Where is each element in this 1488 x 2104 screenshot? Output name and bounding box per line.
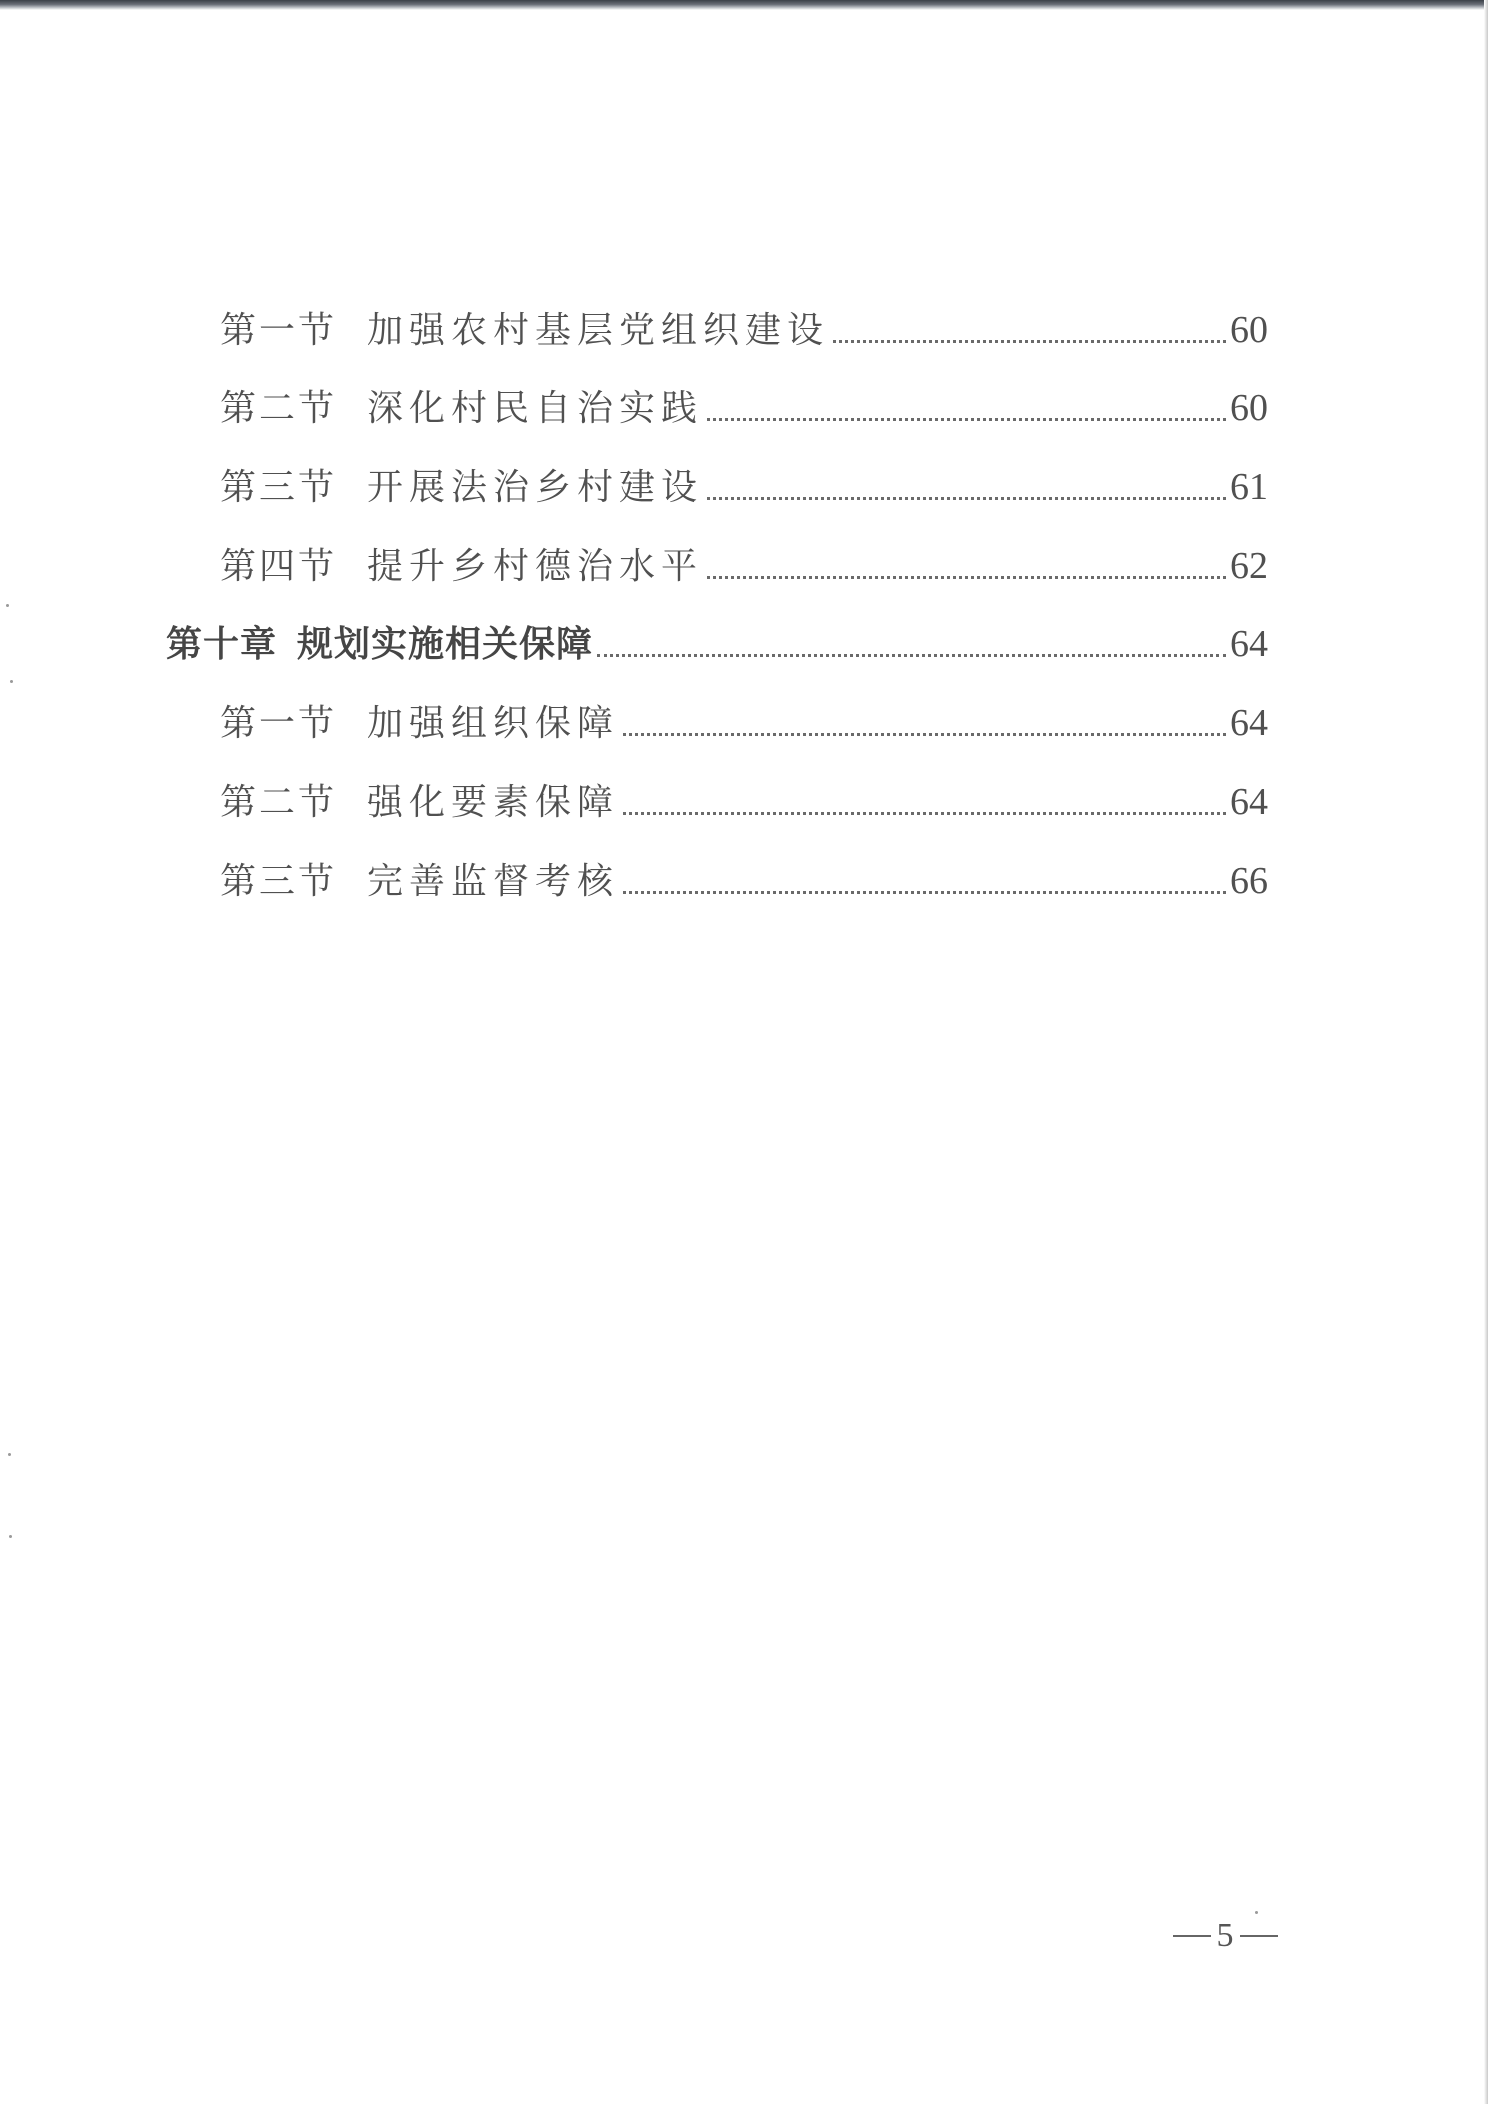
toc-entry-number: 第三节 [220, 861, 338, 902]
dot-leader [623, 891, 1226, 894]
toc-entry-number: 第二节 [220, 388, 338, 429]
toc-entry-number: 第四节 [220, 546, 338, 587]
toc-entry[interactable] [220, 765, 1268, 821]
toc-entry-number: 第三节 [220, 467, 338, 508]
toc-entry-page: 60 [1230, 387, 1268, 429]
toc-entry-title: 强化要素保障 [367, 782, 620, 823]
scan-speck [10, 680, 13, 683]
toc-entry[interactable] [220, 844, 1268, 900]
toc-entry-page: 64 [1230, 781, 1268, 823]
dot-leader [707, 576, 1226, 579]
dot-leader [707, 497, 1226, 500]
toc-entry[interactable] [220, 293, 1268, 349]
page-number-footer [1160, 1916, 1290, 1956]
toc-entry-page: 66 [1230, 860, 1268, 902]
scan-speck [1255, 1911, 1258, 1914]
toc-chapter-page: 64 [1230, 623, 1268, 665]
scan-speck [9, 1535, 12, 1538]
toc-entry-title: 深化村民自治实践 [367, 388, 704, 429]
toc-entry-number: 第一节 [220, 310, 338, 351]
toc-entry-page: 60 [1230, 309, 1268, 351]
toc-entry-number: 第二节 [220, 782, 338, 823]
toc-chapter-title: 规划实施相关保障 [297, 624, 594, 665]
toc-entry-title: 加强组织保障 [367, 703, 620, 744]
toc-chapter-number: 第十章 [166, 624, 278, 665]
toc-entry-title: 开展法治乡村建设 [367, 467, 704, 508]
toc-entry-page: 62 [1230, 545, 1268, 587]
footer-dash-left [1173, 1935, 1211, 1937]
scan-speck [6, 604, 9, 607]
page-number: 5 [1216, 1917, 1234, 1954]
toc-entry-page: 61 [1230, 466, 1268, 508]
scan-speck [8, 1453, 11, 1456]
toc-entry[interactable] [220, 686, 1268, 742]
toc-entry-page: 64 [1230, 702, 1268, 744]
footer-dash-right [1240, 1935, 1278, 1937]
dot-leader [623, 812, 1226, 815]
dot-leader [597, 654, 1226, 657]
toc-entry-title: 提升乡村德治水平 [367, 546, 704, 587]
toc-entry-title: 加强农村基层党组织建设 [367, 310, 830, 351]
toc-entry[interactable] [220, 371, 1268, 427]
toc-chapter-entry[interactable] [166, 607, 1268, 663]
toc-entry[interactable] [220, 529, 1268, 585]
dot-leader [623, 733, 1226, 736]
dot-leader [707, 418, 1226, 421]
toc-entry-title: 完善监督考核 [367, 861, 620, 902]
toc-entry[interactable] [220, 450, 1268, 506]
dot-leader [833, 340, 1226, 343]
toc-entry-number: 第一节 [220, 703, 338, 744]
